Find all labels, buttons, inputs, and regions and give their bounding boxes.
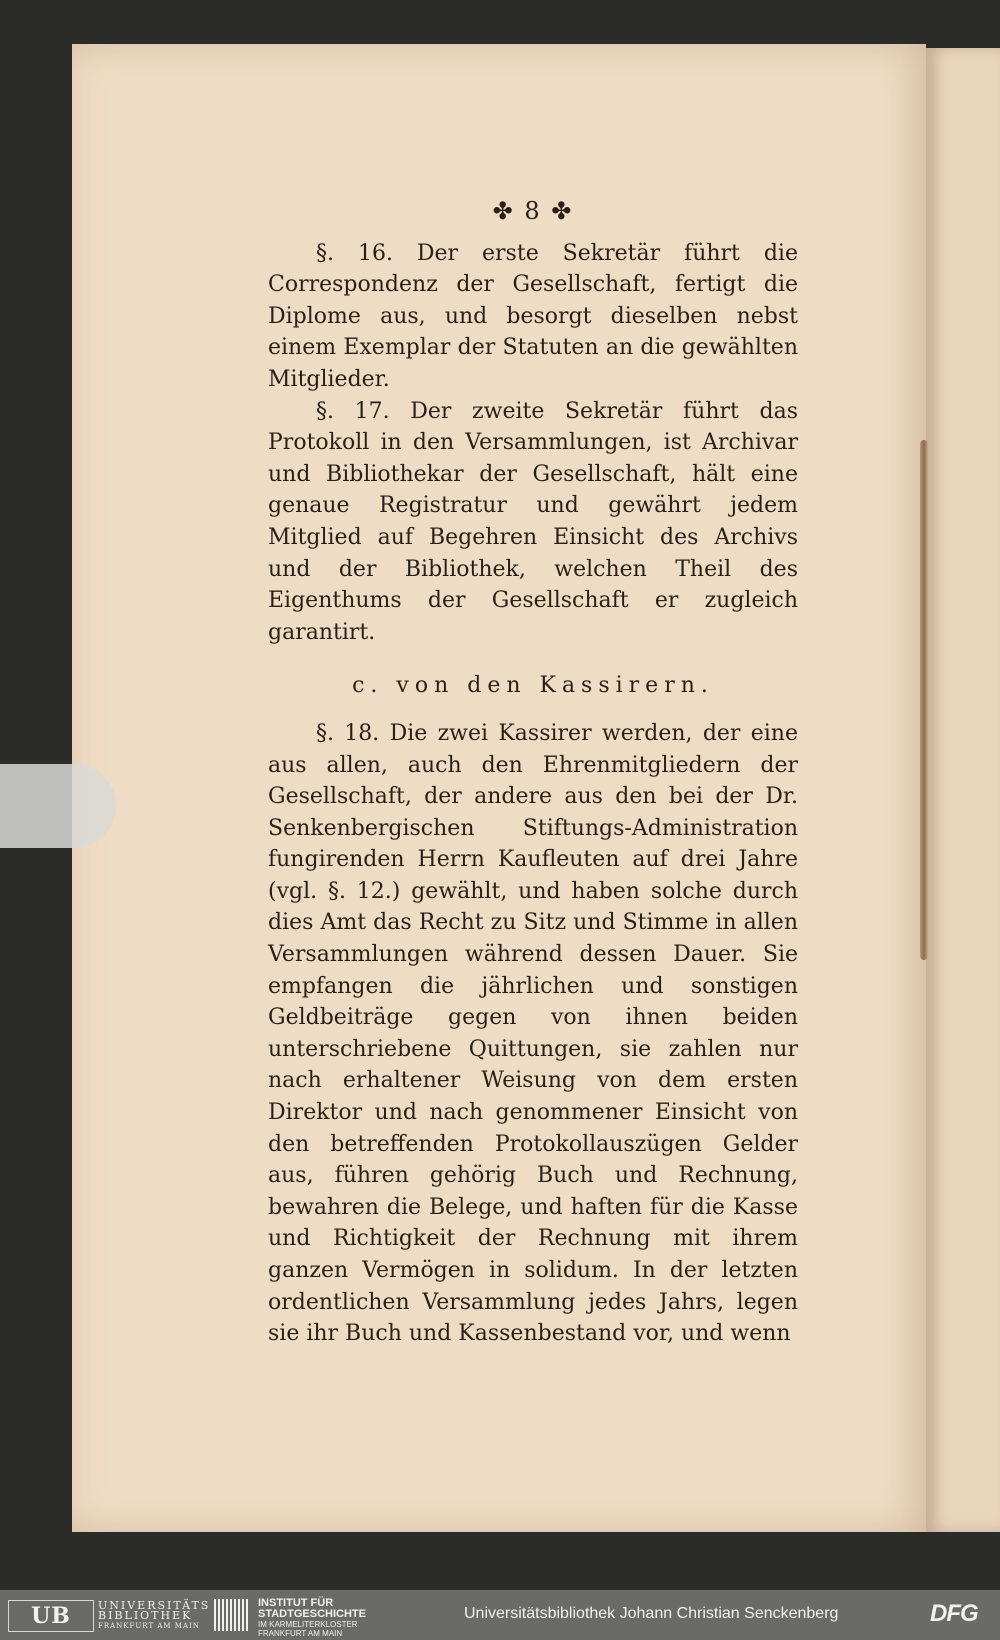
paragraph-18: §. 18. Die zwei Kassirer werden, der eine aus allen, auch den Ehrenmitgliedern der Gesellschaft, der andere aus den bei der Dr. Senkenbergischen Stiftungs-Administration fungirenden Herrn Kaufleuten auf drei Jahre (vgl. §. 12.) gewählt, und haben solche durch dies Amt das Recht zu Sitz und Stimme in allen Versammlungen während dessen Dauer. Sie empfangen die jährlichen und sonstigen Geldbeiträge gegen von ihnen beiden unterschriebene Quittungen, sie zahlen nur nach erhaltener Weisung von dem ersten Direktor und nach genommener Einsicht von den betreffenden Protokollauszügen Gelder aus, führen gehörig Buch und Rechnung, bewahren die Belege, und haften für die Kasse und Richtigkeit der Rechnung mit ihrem ganzen Vermögen in solidum. In der letzten ordentlichen Versammlung jedes Jahrs, legen sie ihr Buch und Kassenbestand vor, und wenn (268, 720, 798, 1347)
ub-line-1: UNIVERSITÄTS (98, 1599, 211, 1612)
footer-bar (0, 1590, 1000, 1640)
scanner-thumb (0, 764, 116, 848)
isg-line-2: STADTGESCHICHTE (258, 1608, 366, 1620)
section-heading: c. von den Kassirern. (352, 673, 714, 699)
page-number: ✤ 8 ✤ (492, 197, 574, 225)
isg-logo-icon[interactable] (214, 1599, 250, 1631)
page-text (268, 196, 798, 1350)
library-name: Universitätsbibliothek Johann Christian Senckenberg (464, 1605, 839, 1622)
isg-line-4: FRANKFURT AM MAIN (258, 1629, 343, 1638)
page-fold-shadow (920, 440, 928, 960)
isg-line-3: IM KARMELITERKLOSTER (258, 1620, 358, 1629)
paragraph-16: §. 16. Der erste Sekretär führt die Correspondenz der Gesellschaft, fertigt die Diplome aus, und besorgt dieselben nebst einem Exemplar der Statuten an die gewählten Mitglieder. (268, 240, 798, 392)
ub-line-2: BIBLIOTHEK (98, 1609, 193, 1622)
ub-logo[interactable]: UB (8, 1600, 94, 1632)
paragraph-17: §. 17. Der zweite Sekretär führt das Protokoll in den Versammlungen, ist Archivar und Bibliothekar der Gesellschaft, hält eine genaue Registratur und gewährt jedem Mitglied auf Begehren Einsicht des Archivs und der Bibliothek, welchen Theil des Eigenthums der Gesellschaft er zugleich garantirt. (268, 398, 798, 645)
ub-logo-text (98, 1601, 210, 1631)
isg-line-1: INSTITUT FÜR (258, 1597, 334, 1609)
facing-page-edge (926, 48, 1000, 1532)
dfg-logo[interactable]: DFG (930, 1600, 978, 1627)
isg-logo-text (258, 1598, 366, 1638)
ub-line-3: FRANKFURT AM MAIN (98, 1622, 200, 1630)
